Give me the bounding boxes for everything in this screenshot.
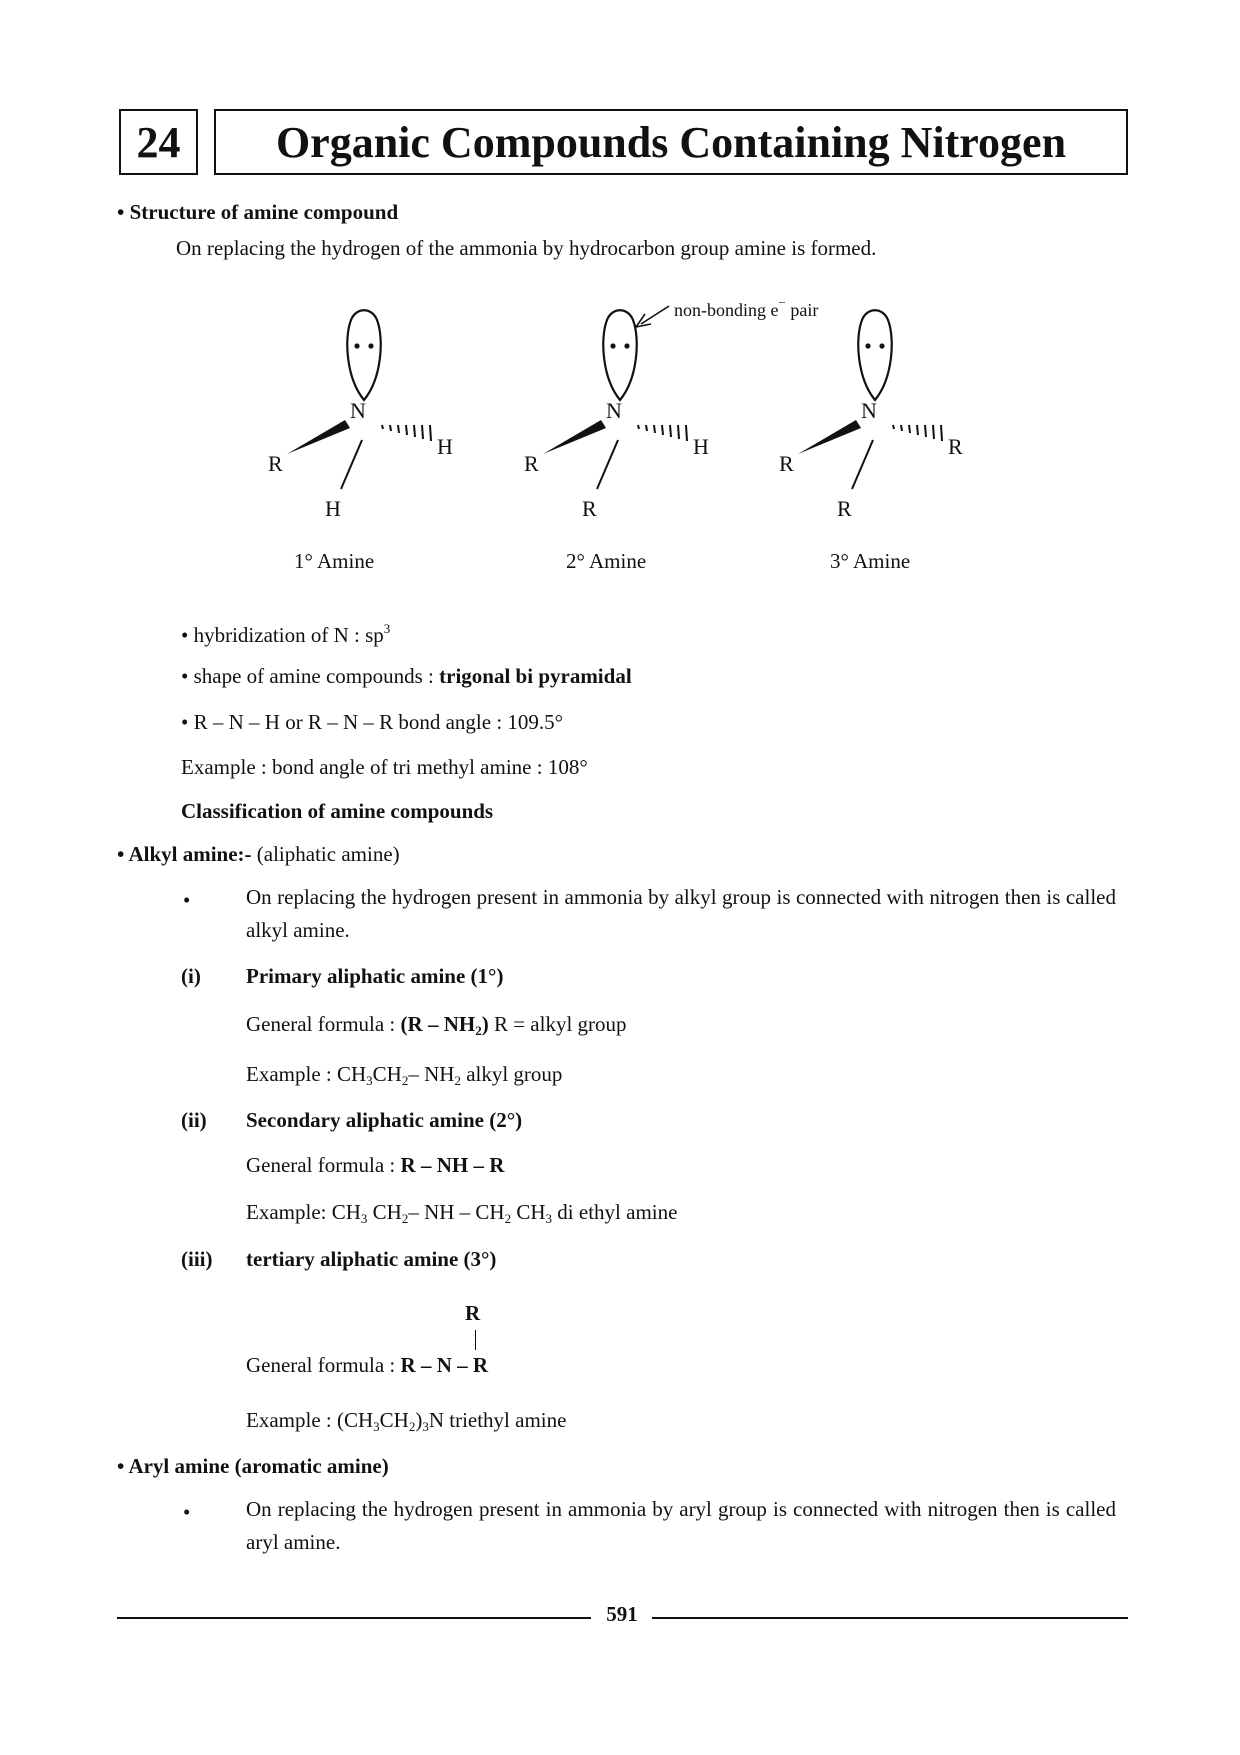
bond-angle-line: • R – N – H or R – N – R bond angle : 109.5° (181, 710, 564, 734)
hash-bond (382, 425, 431, 441)
atom-right: H (693, 434, 709, 459)
item-number: (ii) (181, 1108, 207, 1132)
alkyl-amine-heading: • Alkyl amine:- (aliphatic amine) (117, 842, 400, 866)
tertiary-amine-title: tertiary aliphatic amine (3°) (246, 1247, 497, 1271)
atom-left: R (779, 451, 794, 476)
lone-pair-annotation: non-bonding e− pair (674, 295, 819, 320)
primary-amine-title: Primary aliphatic amine (1°) (246, 964, 504, 988)
secondary-example: Example: $CH_3$ $CH_2-$ NH – $CH_2$ $CH_3$ di ethyl amine (246, 1200, 678, 1226)
atom-bottom: H (325, 496, 341, 521)
lone-pair-dot (610, 343, 615, 348)
atom-bottom: R (837, 496, 852, 521)
lone-pair-dot (865, 343, 870, 348)
arrow-head (636, 314, 651, 327)
chapter-title: Organic Compounds Containing Nitrogen (275, 117, 1067, 167)
atom-left: R (268, 451, 283, 476)
secondary-amine-title: Secondary aliphatic amine (2°) (246, 1108, 523, 1132)
tertiary-formula-top-r: R (465, 1301, 481, 1325)
shape-line: • shape of amine compounds : trigonal bi pyramidal (181, 664, 632, 688)
aryl-amine-definition: On replacing the hydrogen present in ammonia by aryl group is connected with nitrogen then is called aryl amine. (246, 1497, 1116, 1554)
footer-rule-right (652, 1617, 1128, 1619)
primary-example: Example : $CH_3CH_2-$ $NH_2$ alkyl group (246, 1062, 563, 1088)
lone-pair-dot (879, 343, 884, 348)
hash-bond (893, 425, 942, 441)
amine-caption: 3° Amine (830, 549, 911, 573)
bullet: • (183, 1500, 191, 1524)
atom-n: N (861, 398, 877, 423)
alkyl-amine-definition: On replacing the hydrogen present in ammonia by alkyl group is connected with nitrogen then is called alkyl amine. (246, 885, 1116, 942)
primary-general-formula: General formula : $(R - NH_2)$ R = alkyl group (246, 1012, 627, 1038)
tertiary-formula-bond (475, 1330, 476, 1350)
wedge-bond (287, 420, 350, 454)
atom-left: R (524, 451, 539, 476)
chapter-number: 24 (136, 117, 181, 167)
example-bond-angle: Example : bond angle of tri methyl amine : 108° (181, 755, 588, 779)
aryl-amine-heading: • Aryl amine (aromatic amine) (117, 1454, 389, 1478)
amine-caption: 2° Amine (566, 549, 647, 573)
single-bond (852, 440, 873, 489)
lone-pair-orbital (347, 310, 380, 400)
amine-structures-diagram (0, 0, 1240, 600)
secondary-general-formula: General formula : R – NH – R (246, 1153, 505, 1177)
item-number: (iii) (181, 1247, 213, 1271)
footer-rule-left (117, 1617, 591, 1619)
item-number: (i) (181, 964, 201, 988)
atom-right: H (437, 434, 453, 459)
hash-bond (638, 425, 687, 441)
single-bond (341, 440, 362, 489)
lone-pair-dot (354, 343, 359, 348)
tertiary-example: Example : $(CH_3CH_2)_3N$ triethyl amine (246, 1408, 567, 1434)
structure-intro: On replacing the hydrogen of the ammonia by hydrocarbon group amine is formed. (176, 236, 877, 260)
hybridization-line: • hybridization of N : $sp^3$ (181, 621, 391, 647)
classification-heading: Classification of amine compounds (181, 799, 494, 823)
atom-n: N (350, 398, 366, 423)
atom-n: N (606, 398, 622, 423)
structure-heading-text: Structure of amine compound (129, 200, 399, 224)
bullet: • (183, 888, 191, 912)
tertiary-general-formula: General formula : R – N – R (246, 1353, 489, 1377)
page-number: 591 (606, 1602, 638, 1626)
lone-pair-orbital (603, 310, 636, 400)
single-bond (597, 440, 618, 489)
lone-pair-dot (368, 343, 373, 348)
wedge-bond (798, 420, 861, 454)
structure-heading: • Structure of amine compound (117, 200, 399, 224)
atom-bottom: R (582, 496, 597, 521)
lone-pair-orbital (858, 310, 891, 400)
atom-right: R (948, 434, 963, 459)
lone-pair-dot (624, 343, 629, 348)
wedge-bond (543, 420, 606, 454)
amine-caption: 1° Amine (294, 549, 375, 573)
